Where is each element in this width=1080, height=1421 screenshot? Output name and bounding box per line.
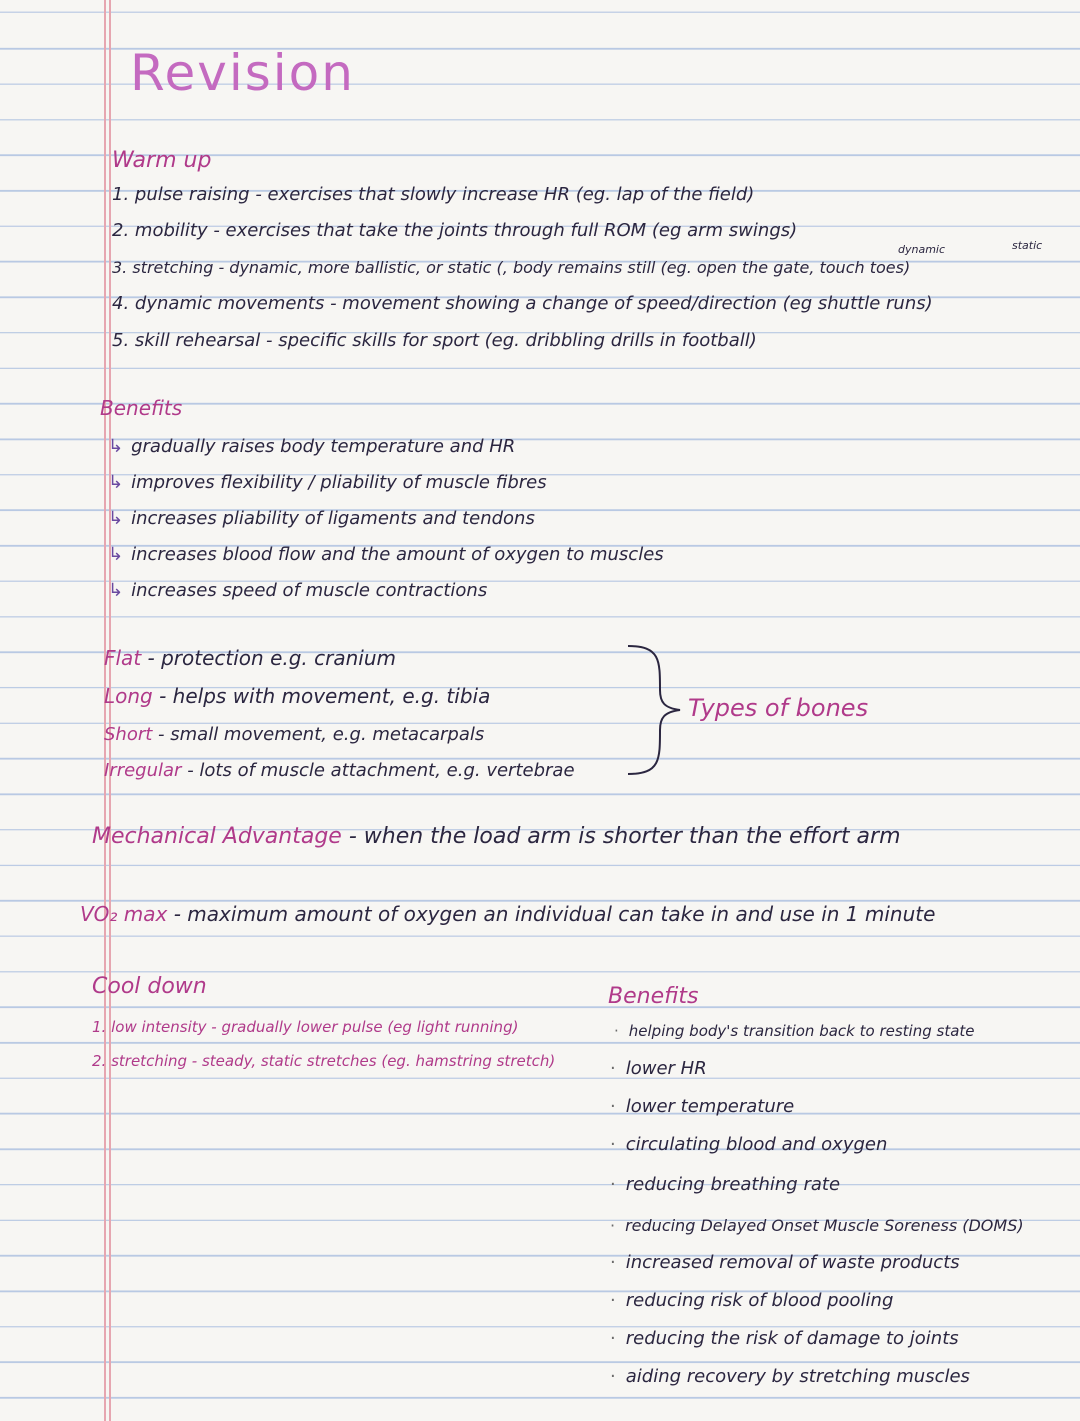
warm-up-item-4: 4. dynamic movements - movement showing a change of speed/direction (eg shuttle runs) xyxy=(112,293,933,314)
bone-long: Long - helps with movement, e.g. tibia xyxy=(104,684,491,708)
benefit-item-2: ↳ improves flexibility / pliability of muscle fibres xyxy=(108,472,547,493)
warm-up-note-static: static xyxy=(1012,239,1043,252)
warm-up-item-3: 3. stretching - dynamic, more ballistic, or static (, body remains still (eg. open the gate, touch toes) xyxy=(112,258,911,277)
cool-down-benefit-6: · reducing Delayed Onset Muscle Soreness (DOMS) xyxy=(610,1216,1024,1235)
bones-label: Types of bones xyxy=(688,694,869,722)
bone-short: Short - small movement, e.g. metacarpals xyxy=(104,724,485,745)
cool-down-benefit-4: · circulating blood and oxygen xyxy=(610,1134,888,1155)
bone-flat: Flat - protection e.g. cranium xyxy=(104,646,397,670)
cool-down-benefit-1: · helping body's transition back to resting state xyxy=(614,1022,975,1040)
cool-down-benefit-7: · increased removal of waste products xyxy=(610,1252,960,1273)
margin-line-inner xyxy=(109,0,111,1421)
cool-down-benefits-heading: Benefits xyxy=(608,984,699,1009)
vo2max: VO₂ max - maximum amount of oxygen an individual can take in and use in 1 minute xyxy=(80,902,936,926)
cool-down-benefit-10: · aiding recovery by stretching muscles xyxy=(610,1366,970,1387)
cool-down-benefit-5: · reducing breathing rate xyxy=(610,1174,841,1195)
cool-down-heading: Cool down xyxy=(92,974,207,999)
mechanical-advantage: Mechanical Advantage - when the load arm is shorter than the effort arm xyxy=(92,824,901,849)
page-title: Revision xyxy=(130,44,355,102)
warm-up-item-1: 1. pulse raising - exercises that slowly increase HR (eg. lap of the field) xyxy=(112,184,755,205)
warm-up-heading: Warm up xyxy=(112,148,212,173)
cool-down-benefit-9: · reducing the risk of damage to joints xyxy=(610,1328,959,1349)
cool-down-item-2: 2. stretching - steady, static stretches (eg. hamstring stretch) xyxy=(92,1052,556,1070)
cool-down-benefit-8: · reducing risk of blood pooling xyxy=(610,1290,894,1311)
curly-brace-icon xyxy=(620,640,690,780)
benefit-item-3: ↳ increases pliability of ligaments and tendons xyxy=(108,508,535,529)
warm-up-item-5: 5. skill rehearsal - specific skills for sport (eg. dribbling drills in football) xyxy=(112,330,757,351)
cool-down-benefit-2: · lower HR xyxy=(610,1058,707,1079)
benefits-heading: Benefits xyxy=(100,396,183,420)
benefit-item-5: ↳ increases speed of muscle contractions xyxy=(108,580,488,601)
bone-irregular: Irregular - lots of muscle attachment, e.g. vertebrae xyxy=(104,760,575,781)
warm-up-item-2: 2. mobility - exercises that take the joints through full ROM (eg arm swings) xyxy=(112,220,798,241)
warm-up-note-dynamic: dynamic xyxy=(898,243,946,256)
benefit-item-1: ↳ gradually raises body temperature and HR xyxy=(108,436,516,457)
cool-down-item-1: 1. low intensity - gradually lower pulse (eg light running) xyxy=(92,1018,519,1036)
margin-line xyxy=(104,0,106,1421)
cool-down-benefit-3: · lower temperature xyxy=(610,1096,795,1117)
benefit-item-4: ↳ increases blood flow and the amount of oxygen to muscles xyxy=(108,544,664,565)
